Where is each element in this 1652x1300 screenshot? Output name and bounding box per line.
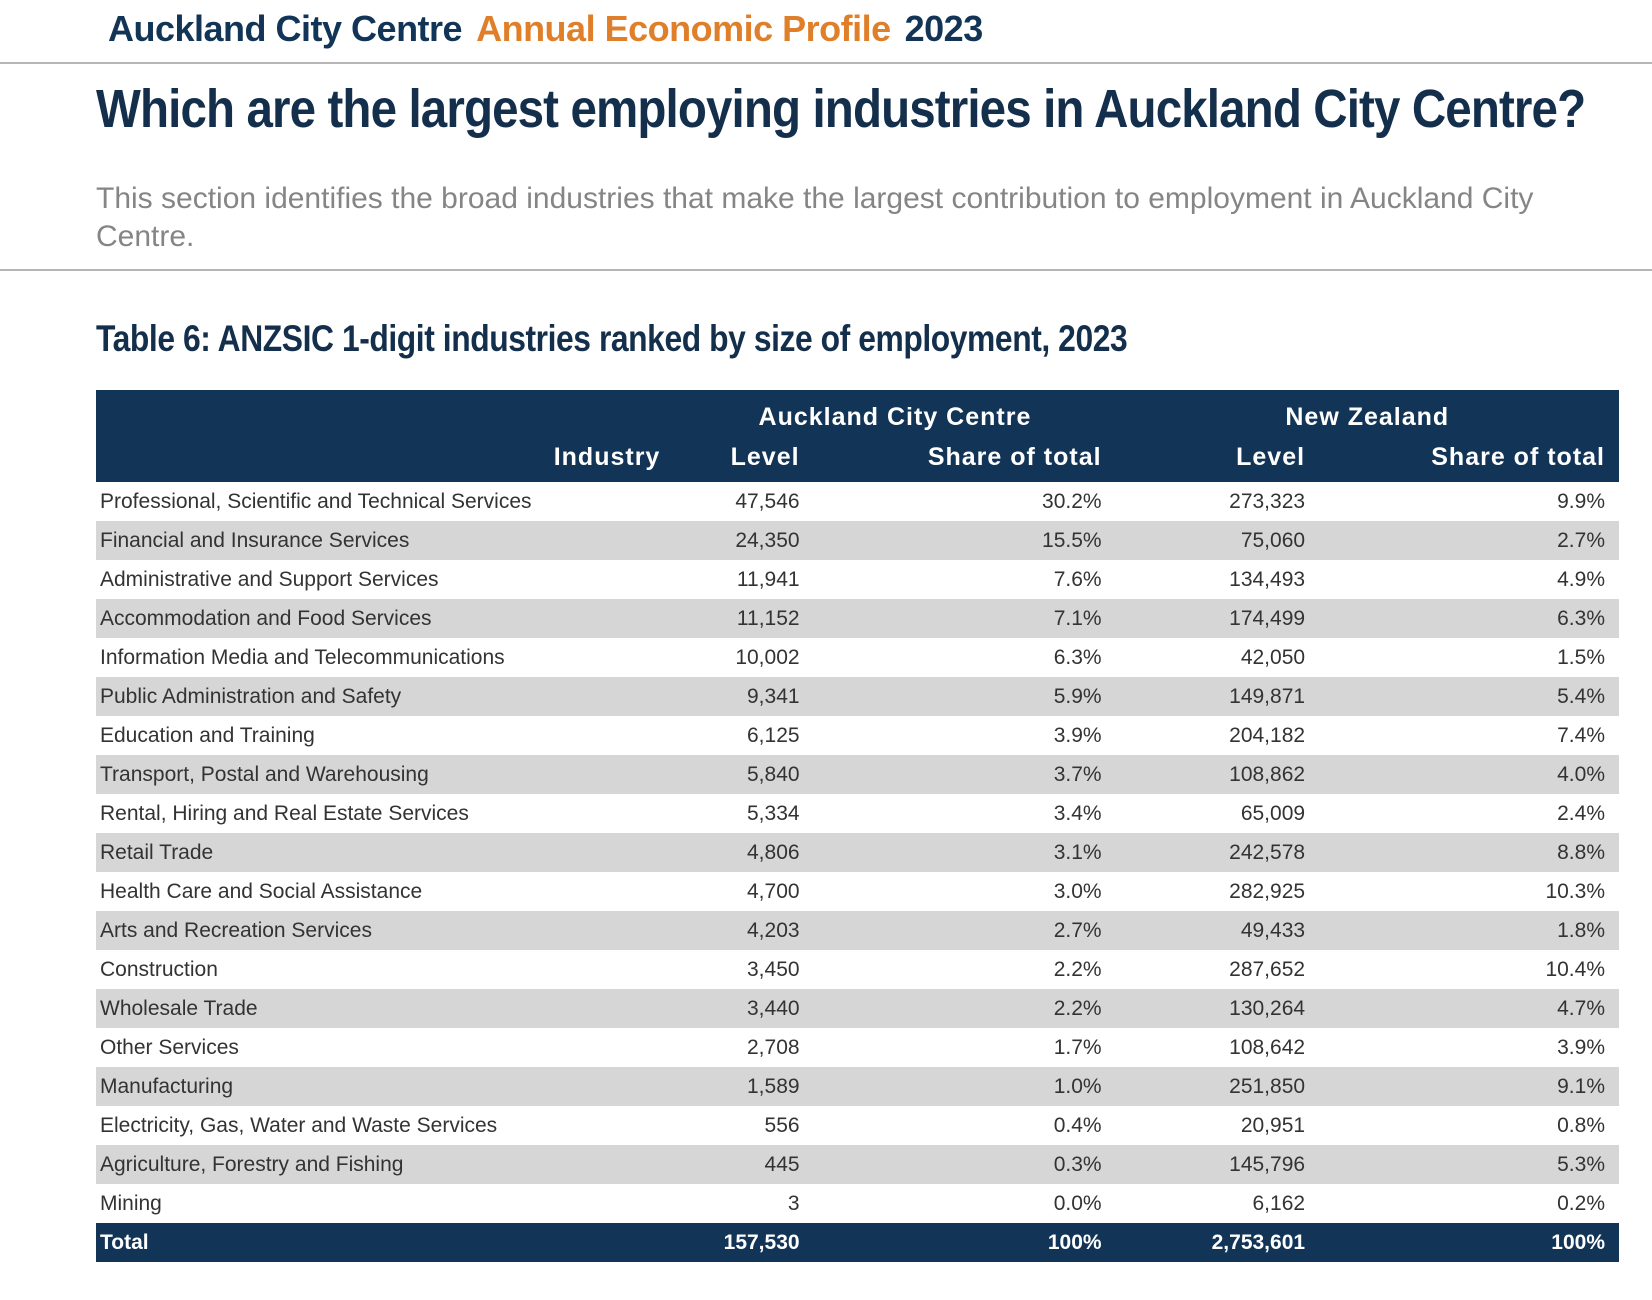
table-row	[96, 716, 1619, 755]
table-row	[96, 482, 1619, 521]
nz-share-cell: 0.2%	[1557, 1191, 1605, 1215]
nz-share-cell: 1.5%	[1557, 645, 1605, 669]
nz-share-cell: 2.4%	[1557, 801, 1605, 825]
industry-cell: Rental, Hiring and Real Estate Services	[100, 801, 469, 825]
acc-level-cell: 3	[787, 1191, 800, 1215]
nz-level-cell: 49,433	[1116, 911, 1319, 950]
acc-level-cell: 1,589	[674, 1067, 813, 1106]
nz-level-cell: 75,060	[1116, 521, 1319, 560]
acc-level-cell: 10,002	[735, 645, 800, 669]
table-row	[96, 755, 1619, 794]
industry-cell: Accommodation and Food Services	[96, 599, 674, 638]
total-nz-share: 100%	[1319, 1223, 1619, 1262]
table-row	[96, 1028, 1619, 1067]
acc-level-cell: 5,334	[747, 801, 800, 825]
table-row	[96, 1067, 1619, 1106]
header-year: 2023	[904, 8, 983, 49]
acc-share-cell: 0.4%	[1053, 1113, 1102, 1137]
acc-share-cell: 6.3%	[1053, 645, 1102, 669]
acc-level-cell: 24,350	[674, 521, 813, 560]
table-row	[96, 989, 1619, 1028]
total-acc-share: 100%	[814, 1223, 1116, 1262]
nz-level-cell: 149,871	[1116, 677, 1319, 716]
industry-cell: Health Care and Social Assistance	[100, 879, 423, 903]
table-row	[96, 872, 1619, 911]
nz-share-cell: 6.3%	[1319, 599, 1619, 638]
total-nz-level: 2,753,601	[1116, 1223, 1319, 1262]
nz-level-cell: 6,162	[1252, 1191, 1306, 1215]
table-row	[96, 1145, 1619, 1184]
nz-level-cell: 282,925	[1229, 879, 1306, 903]
acc-share-cell: 2.2%	[1053, 957, 1102, 981]
industry-cell: Retail Trade	[96, 833, 674, 872]
header-publication: Annual Economic Profile	[476, 8, 891, 49]
acc-share-cell: 15.5%	[814, 521, 1116, 560]
acc-level-cell: 47,546	[735, 489, 800, 513]
acc-level-cell: 4,203	[674, 911, 813, 950]
nz-share-cell: 4.0%	[1319, 755, 1619, 794]
nz-level-cell: 20,951	[1240, 1113, 1306, 1137]
nz-level-cell: 145,796	[1116, 1145, 1319, 1184]
table-row	[96, 560, 1619, 599]
nz-share-cell: 5.4%	[1319, 677, 1619, 716]
acc-level-cell: 11,941	[736, 567, 800, 591]
nz-share-cell: 4.7%	[1319, 989, 1619, 1028]
col-header-nz-level: Level	[1116, 432, 1319, 482]
acc-level-cell: 4,806	[674, 833, 813, 872]
industry-cell: Arts and Recreation Services	[96, 911, 674, 950]
nz-share-cell: 5.3%	[1319, 1145, 1619, 1184]
acc-level-cell: 3,450	[747, 957, 800, 981]
industry-cell: Mining	[100, 1191, 162, 1215]
table-row	[96, 638, 1619, 677]
document-header	[108, 8, 983, 50]
industry-cell: Public Administration and Safety	[96, 677, 674, 716]
acc-level-cell: 5,840	[674, 755, 813, 794]
group-header-nz: New Zealand	[1116, 390, 1619, 432]
nz-share-cell: 10.3%	[1545, 879, 1605, 903]
acc-level-cell: 445	[674, 1145, 813, 1184]
nz-share-cell: 8.8%	[1319, 833, 1619, 872]
header-place: Auckland City Centre	[108, 8, 463, 49]
acc-share-cell: 3.7%	[814, 755, 1116, 794]
acc-share-cell: 3.9%	[1053, 723, 1102, 747]
table-row	[96, 950, 1619, 989]
industry-cell: Wholesale Trade	[96, 989, 674, 1028]
header-blank	[96, 390, 674, 432]
nz-share-cell: 7.4%	[1557, 723, 1605, 747]
nz-level-cell: 108,862	[1116, 755, 1319, 794]
acc-level-cell: 556	[764, 1113, 800, 1137]
industry-cell: Other Services	[100, 1035, 239, 1059]
nz-level-cell: 273,323	[1229, 489, 1306, 513]
acc-share-cell: 3.4%	[1053, 801, 1102, 825]
nz-level-cell: 42,050	[1240, 645, 1306, 669]
table-row	[96, 677, 1619, 716]
nz-level-cell: 204,182	[1229, 723, 1306, 747]
acc-level-cell: 4,700	[747, 879, 800, 903]
nz-share-cell: 10.4%	[1545, 957, 1605, 981]
acc-share-cell: 1.0%	[814, 1067, 1116, 1106]
table-row	[96, 521, 1619, 560]
table-row	[96, 599, 1619, 638]
acc-share-cell: 3.1%	[814, 833, 1116, 872]
nz-level-cell: 287,652	[1229, 957, 1306, 981]
industry-cell: Education and Training	[100, 723, 315, 747]
nz-level-cell: 65,009	[1240, 801, 1306, 825]
nz-share-cell: 0.8%	[1557, 1113, 1605, 1137]
total-acc-level: 157,530	[674, 1223, 813, 1262]
table-row	[96, 794, 1619, 833]
nz-share-cell: 2.7%	[1319, 521, 1619, 560]
acc-level-cell: 6,125	[747, 723, 800, 747]
industry-cell: Agriculture, Forestry and Fishing	[96, 1145, 674, 1184]
nz-level-cell: 108,642	[1229, 1035, 1306, 1059]
nz-level-cell: 174,499	[1116, 599, 1319, 638]
table-title: Table 6: ANZSIC 1-digit industries ranked by size of employment, 2023	[96, 318, 1128, 359]
industry-cell: Manufacturing	[96, 1067, 674, 1106]
col-header-nz-share: Share of total	[1319, 432, 1619, 482]
industry-cell: Construction	[100, 957, 218, 981]
table-column-header-row	[96, 432, 1619, 482]
industry-cell: Financial and Insurance Services	[96, 521, 674, 560]
table-row	[96, 833, 1619, 872]
acc-level-cell: 9,341	[674, 677, 813, 716]
employment-table	[96, 390, 1619, 1262]
acc-share-cell: 1.7%	[1053, 1035, 1102, 1059]
table-row	[96, 911, 1619, 950]
acc-share-cell: 2.7%	[814, 911, 1116, 950]
col-header-industry: Industry	[96, 432, 674, 482]
acc-share-cell: 7.6%	[1053, 567, 1102, 591]
acc-level-cell: 3,440	[674, 989, 813, 1028]
col-header-acc-share: Share of total	[814, 432, 1116, 482]
nz-level-cell: 242,578	[1116, 833, 1319, 872]
industry-cell: Administrative and Support Services	[100, 567, 439, 591]
table-row	[96, 1106, 1619, 1145]
industry-cell: Information Media and Telecommunications	[100, 645, 505, 669]
nz-level-cell: 251,850	[1116, 1067, 1319, 1106]
acc-share-cell: 7.1%	[814, 599, 1116, 638]
nz-share-cell: 1.8%	[1319, 911, 1619, 950]
nz-share-cell: 9.9%	[1557, 489, 1605, 513]
acc-share-cell: 0.3%	[814, 1145, 1116, 1184]
acc-share-cell: 30.2%	[1042, 489, 1102, 513]
total-label: Total	[96, 1223, 674, 1262]
acc-share-cell: 0.0%	[1053, 1191, 1102, 1215]
section-heading: Which are the largest employing industries in Auckland City Centre?	[96, 79, 1586, 139]
industry-cell: Professional, Scientific and Technical Services	[100, 489, 532, 513]
acc-share-cell: 2.2%	[814, 989, 1116, 1028]
table-row	[96, 1184, 1619, 1223]
section-intro: This section identifies the broad industries that make the largest contribution to employment in Auckland City Centre.	[96, 182, 1534, 253]
header-divider	[0, 62, 1652, 64]
industry-cell: Transport, Postal and Warehousing	[96, 755, 674, 794]
section-divider	[0, 269, 1652, 271]
acc-level-cell: 2,708	[747, 1035, 800, 1059]
industry-cell: Electricity, Gas, Water and Waste Services	[100, 1113, 498, 1137]
nz-level-cell: 130,264	[1116, 989, 1319, 1028]
acc-share-cell: 3.0%	[1053, 879, 1102, 903]
nz-share-cell: 3.9%	[1557, 1035, 1605, 1059]
table-group-header-row	[96, 390, 1619, 432]
acc-level-cell: 11,152	[674, 599, 813, 638]
nz-share-cell: 4.9%	[1557, 567, 1605, 591]
group-header-auckland: Auckland City Centre	[674, 390, 1115, 432]
col-header-acc-level: Level	[674, 432, 813, 482]
acc-share-cell: 5.9%	[814, 677, 1116, 716]
nz-level-cell: 134,493	[1229, 567, 1306, 591]
table-total-row	[96, 1223, 1619, 1262]
nz-share-cell: 9.1%	[1319, 1067, 1619, 1106]
